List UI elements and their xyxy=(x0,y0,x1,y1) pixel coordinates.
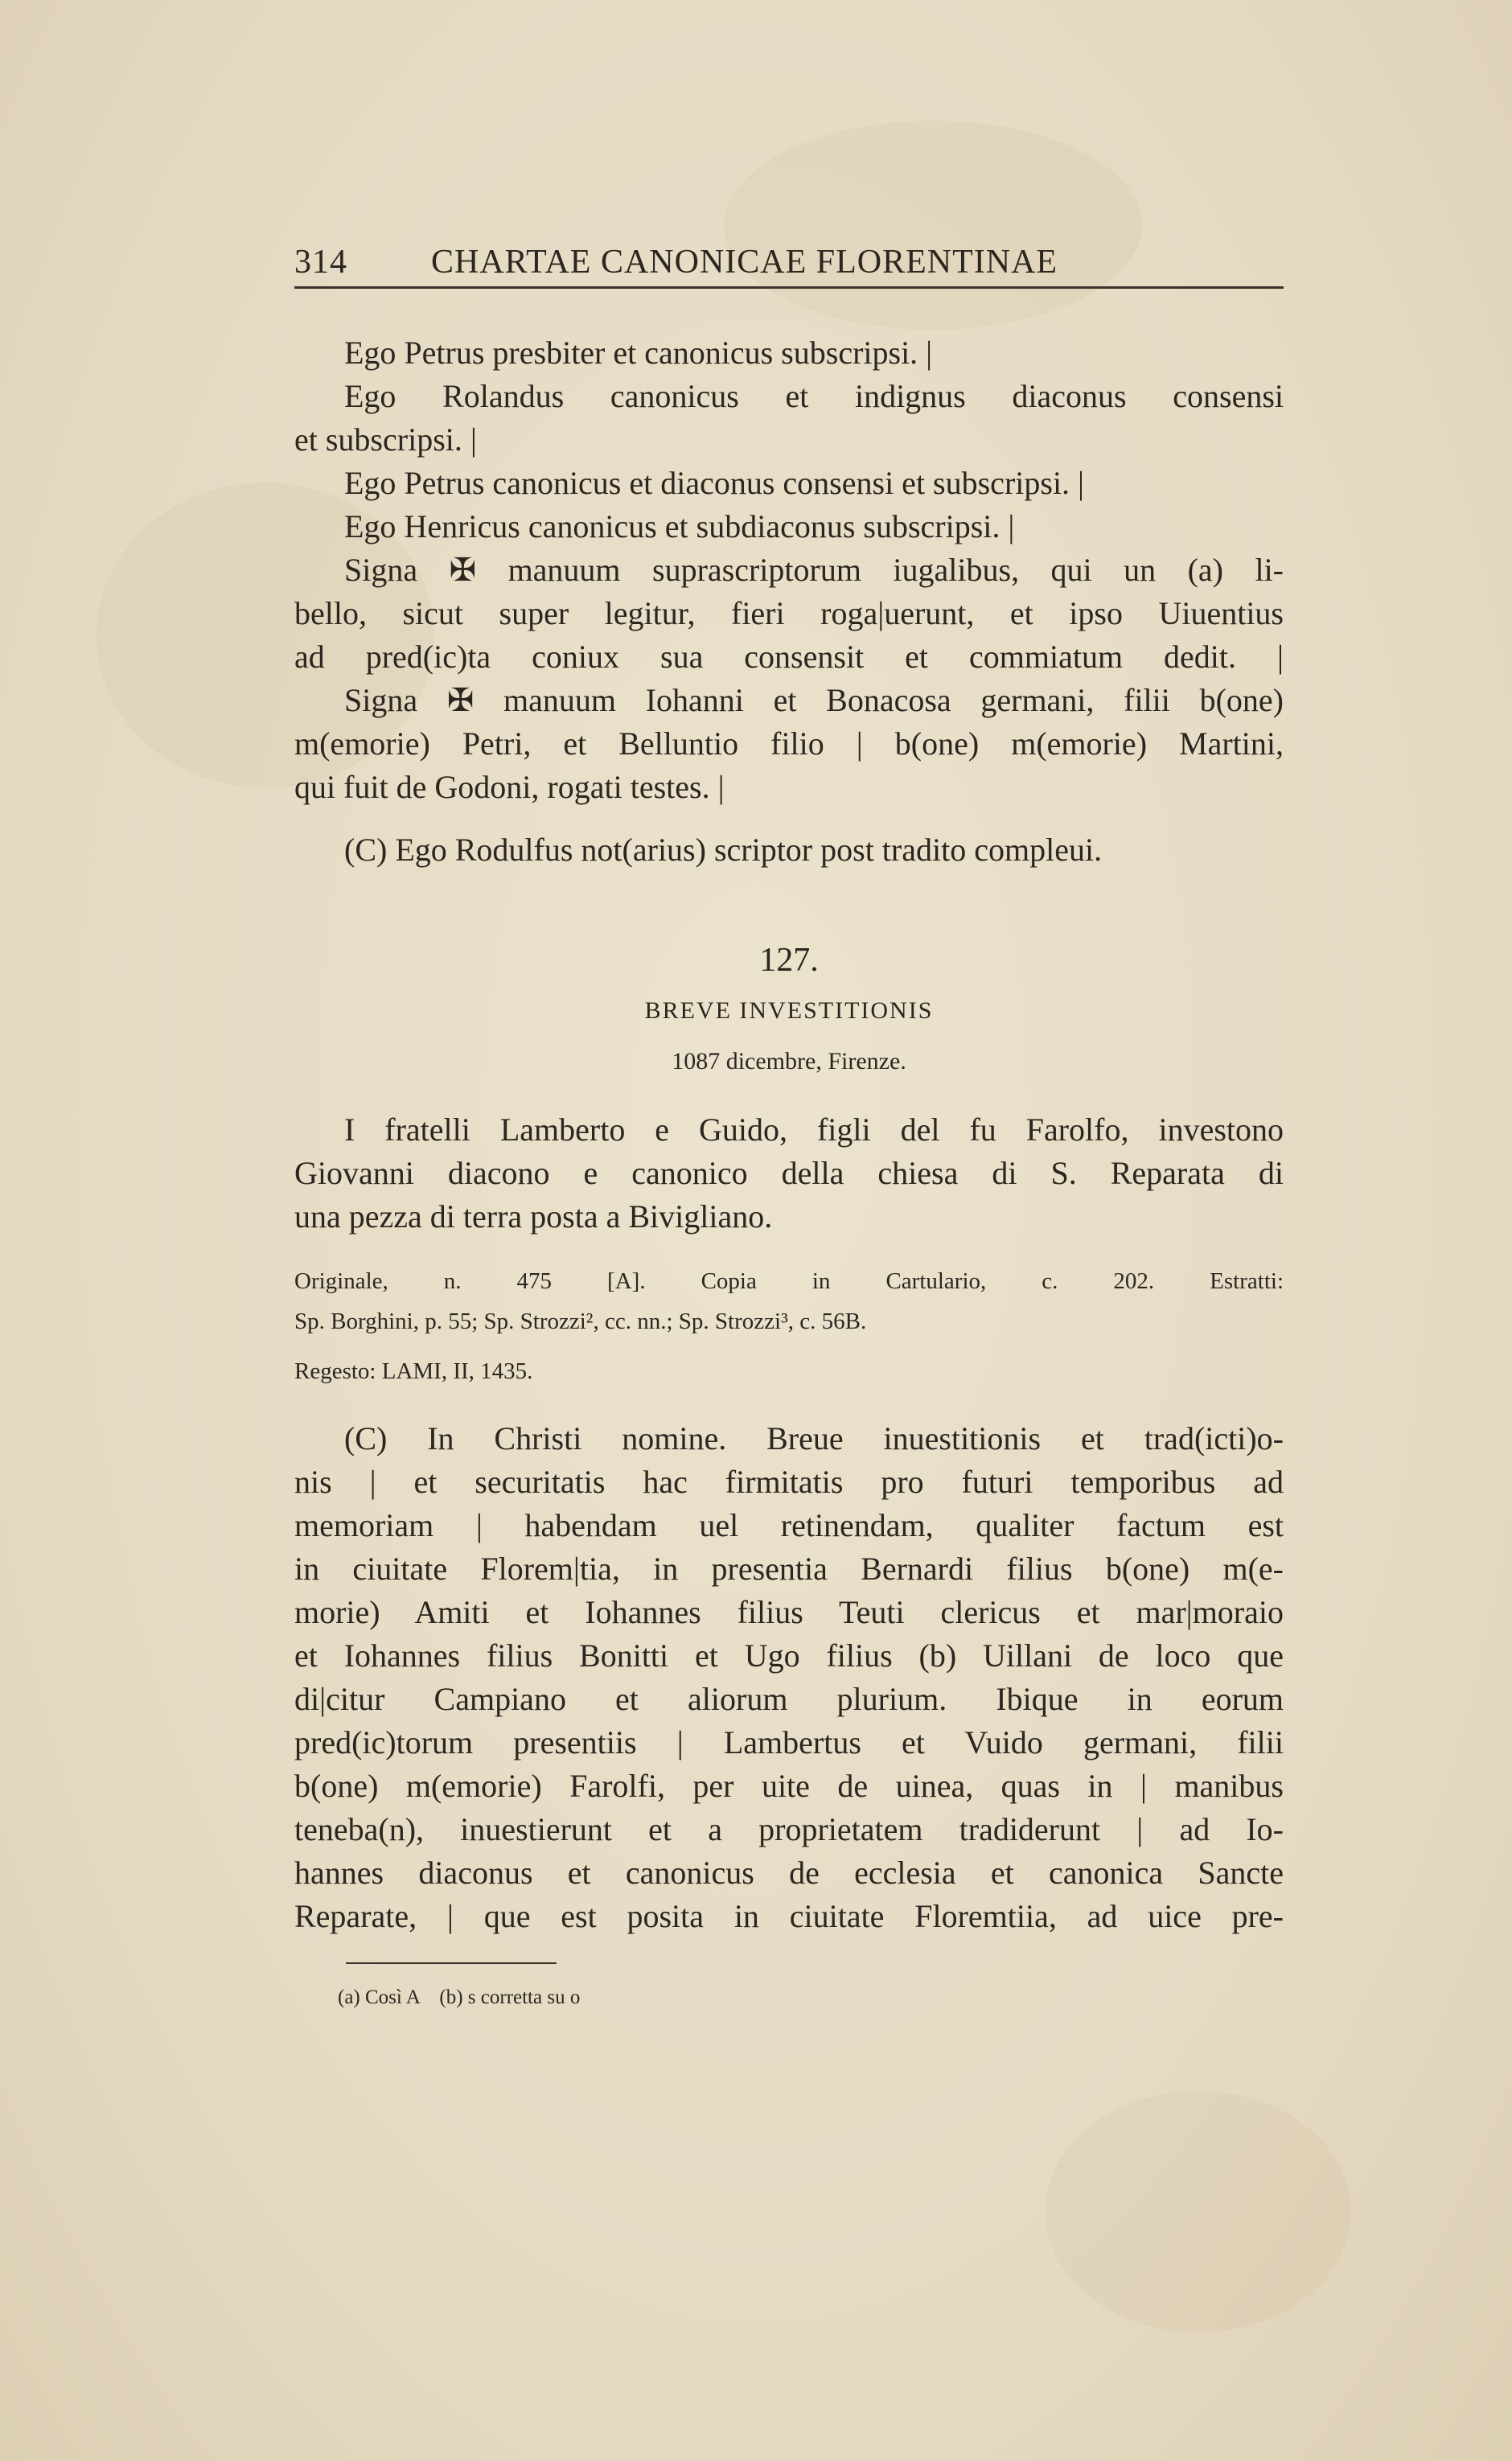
text-line: Signa ✠ manuum Iohanni et Bonacosa germani, filii b(one) xyxy=(344,682,1284,718)
tradition-line: Originale, n. 475 [A]. Copia in Cartulario, c. 202. Estratti: xyxy=(294,1268,1284,1294)
text-line: teneba(n), inuestierunt et a proprietatem tradiderunt | ad Io- xyxy=(294,1811,1284,1847)
document-title: BREVE INVESTITIONIS xyxy=(644,997,934,1024)
regesto-line: Regesto: LAMI, II, 1435. xyxy=(294,1358,533,1384)
document-number: 127. xyxy=(759,942,819,979)
text-line: (C) In Christi nomine. Breue inuestitionis et trad(icti)o- xyxy=(344,1420,1284,1456)
text-line: Ego Rolandus canonicus et indignus diaconus consensi xyxy=(344,378,1284,414)
text-line: et subscripsi. | xyxy=(294,421,477,458)
text-line: bello, sicut super legitur, fieri roga|uerunt, et ipso Uiuentius xyxy=(294,595,1284,631)
text-line: Signa ✠ manuum suprascriptorum iugalibus, qui un (a) li- xyxy=(344,552,1284,588)
paper-stain xyxy=(1046,2091,1351,2332)
text-line: Ego Petrus canonicus et diaconus consensi et subscripsi. | xyxy=(344,465,1085,501)
text-line: hannes diaconus et canonicus de ecclesia et canonica Sancte xyxy=(294,1855,1284,1891)
previous-document-subscriptions xyxy=(294,331,1284,809)
running-title: CHARTAE CANONICAE FLORENTINAE xyxy=(431,244,1058,281)
document-summary xyxy=(294,1108,1284,1239)
text-line: et Iohannes filius Bonitti et Ugo filius (b) Uillani de loco que xyxy=(294,1637,1284,1674)
running-header xyxy=(294,238,1284,289)
text-line: pred(ic)torum presentiis | Lambertus et Vuido germani, filii xyxy=(294,1724,1284,1760)
text-line: Ego Petrus presbiter et canonicus subscripsi. | xyxy=(344,335,933,371)
regesto xyxy=(294,1351,1284,1391)
closing-line: (C) Ego Rodulfus not(arius) scriptor post tradito compleui. xyxy=(344,832,1103,868)
text-line: nis | et securitatis hac firmitatis pro futuri temporibus ad xyxy=(294,1464,1284,1500)
tradition-line: Sp. Borghini, p. 55; Sp. Strozzi², cc. nn.; Sp. Strozzi³, c. 56B. xyxy=(294,1309,867,1334)
footnotes: (a) Così A (b) s corretta su o xyxy=(338,1986,581,2008)
text-line: m(emorie) Petri, et Belluntio filio | b(one) m(emorie) Martini, xyxy=(294,725,1284,762)
text-line: memoriam | habendam uel retinendam, qualiter factum est xyxy=(294,1507,1284,1543)
text-line: in ciuitate Florem|tia, in presentia Bernardi filius b(one) m(e- xyxy=(294,1551,1284,1587)
text-line: di|citur Campiano et aliorum plurium. Ibique in eorum xyxy=(294,1681,1284,1717)
paper-stain xyxy=(724,121,1142,330)
document-text xyxy=(294,1417,1284,1938)
text-line: b(one) m(emorie) Farolfi, per uite de uinea, quas in | manibus xyxy=(294,1768,1284,1804)
text-line: Reparate, | que est posita in ciuitate Floremtiia, ad uice pre- xyxy=(294,1898,1284,1934)
manuscript-tradition xyxy=(294,1261,1284,1341)
notary-closing xyxy=(294,828,1284,872)
document-date: 1087 dicembre, Firenze. xyxy=(672,1048,906,1074)
text-line: morie) Amiti et Iohannes filius Teuti clericus et mar|moraio xyxy=(294,1594,1284,1630)
text-line: Ego Henricus canonicus et subdiaconus subscripsi. | xyxy=(344,508,1015,544)
text-line: I fratelli Lamberto e Guido, figli del fu Farolfo, investono xyxy=(344,1111,1284,1148)
text-line: una pezza di terra posta a Bivigliano. xyxy=(294,1198,773,1235)
text-line: ad pred(ic)ta coniux sua consensit et commiatum dedit. | xyxy=(294,639,1284,675)
footnote-separator xyxy=(346,1962,557,1964)
text-line: qui fuit de Godoni, rogati testes. | xyxy=(294,769,725,805)
text-line: Giovanni diacono e canonico della chiesa di S. Reparata di xyxy=(294,1155,1284,1191)
page-number: 314 xyxy=(294,244,347,281)
